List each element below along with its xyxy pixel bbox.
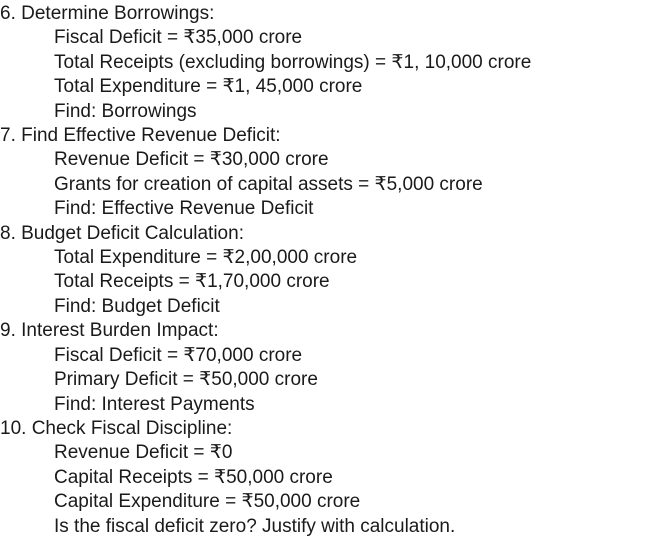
given-revenue-deficit: Revenue Deficit = ₹30,000 crore — [54, 149, 329, 171]
given-total-expenditure: Total Expenditure = ₹2,00,000 crore — [54, 247, 358, 269]
given-grants-capital-assets: Grants for creation of capital assets = ₹5,000 crore — [54, 173, 483, 195]
find-statement: Find: Interest Payments — [54, 393, 255, 415]
question-title: 6. Determine Borrowings: — [0, 3, 215, 24]
given-primary-deficit: Primary Deficit = ₹50,000 crore — [54, 369, 318, 391]
question-title: 10. Check Fiscal Discipline: — [0, 417, 233, 439]
question-9 — [0, 319, 657, 417]
given-revenue-deficit: Revenue Deficit = ₹0 — [54, 442, 233, 464]
question-10 — [0, 417, 657, 539]
question-title: 8. Budget Deficit Calculation: — [0, 222, 244, 244]
question-title: 7. Find Effective Revenue Deficit: — [0, 125, 281, 147]
question-prompt: Is the fiscal deficit zero? Justify with calculation. — [54, 515, 456, 537]
question-7 — [0, 124, 657, 222]
find-statement: Find: Borrowings — [54, 100, 197, 122]
given-total-receipts: Total Receipts = ₹1,70,000 crore — [54, 271, 330, 293]
given-fiscal-deficit: Fiscal Deficit = ₹35,000 crore — [54, 27, 303, 49]
cropped-previous-line — [0, 0, 657, 2]
find-statement: Find: Budget Deficit — [54, 295, 220, 317]
question-8 — [0, 222, 657, 320]
given-fiscal-deficit: Fiscal Deficit = ₹70,000 crore — [54, 344, 303, 366]
given-capital-expenditure: Capital Expenditure = ₹50,000 crore — [54, 491, 361, 513]
find-statement: Find: Effective Revenue Deficit — [54, 198, 314, 220]
question-6 — [0, 2, 657, 124]
given-capital-receipts: Capital Receipts = ₹50,000 crore — [54, 466, 333, 488]
given-total-receipts: Total Receipts (excluding borrowings) = ₹1, 10,000 crore — [54, 51, 532, 73]
given-total-expenditure: Total Expenditure = ₹1, 45,000 crore — [54, 76, 363, 98]
question-title: 9. Interest Burden Impact: — [0, 320, 219, 342]
